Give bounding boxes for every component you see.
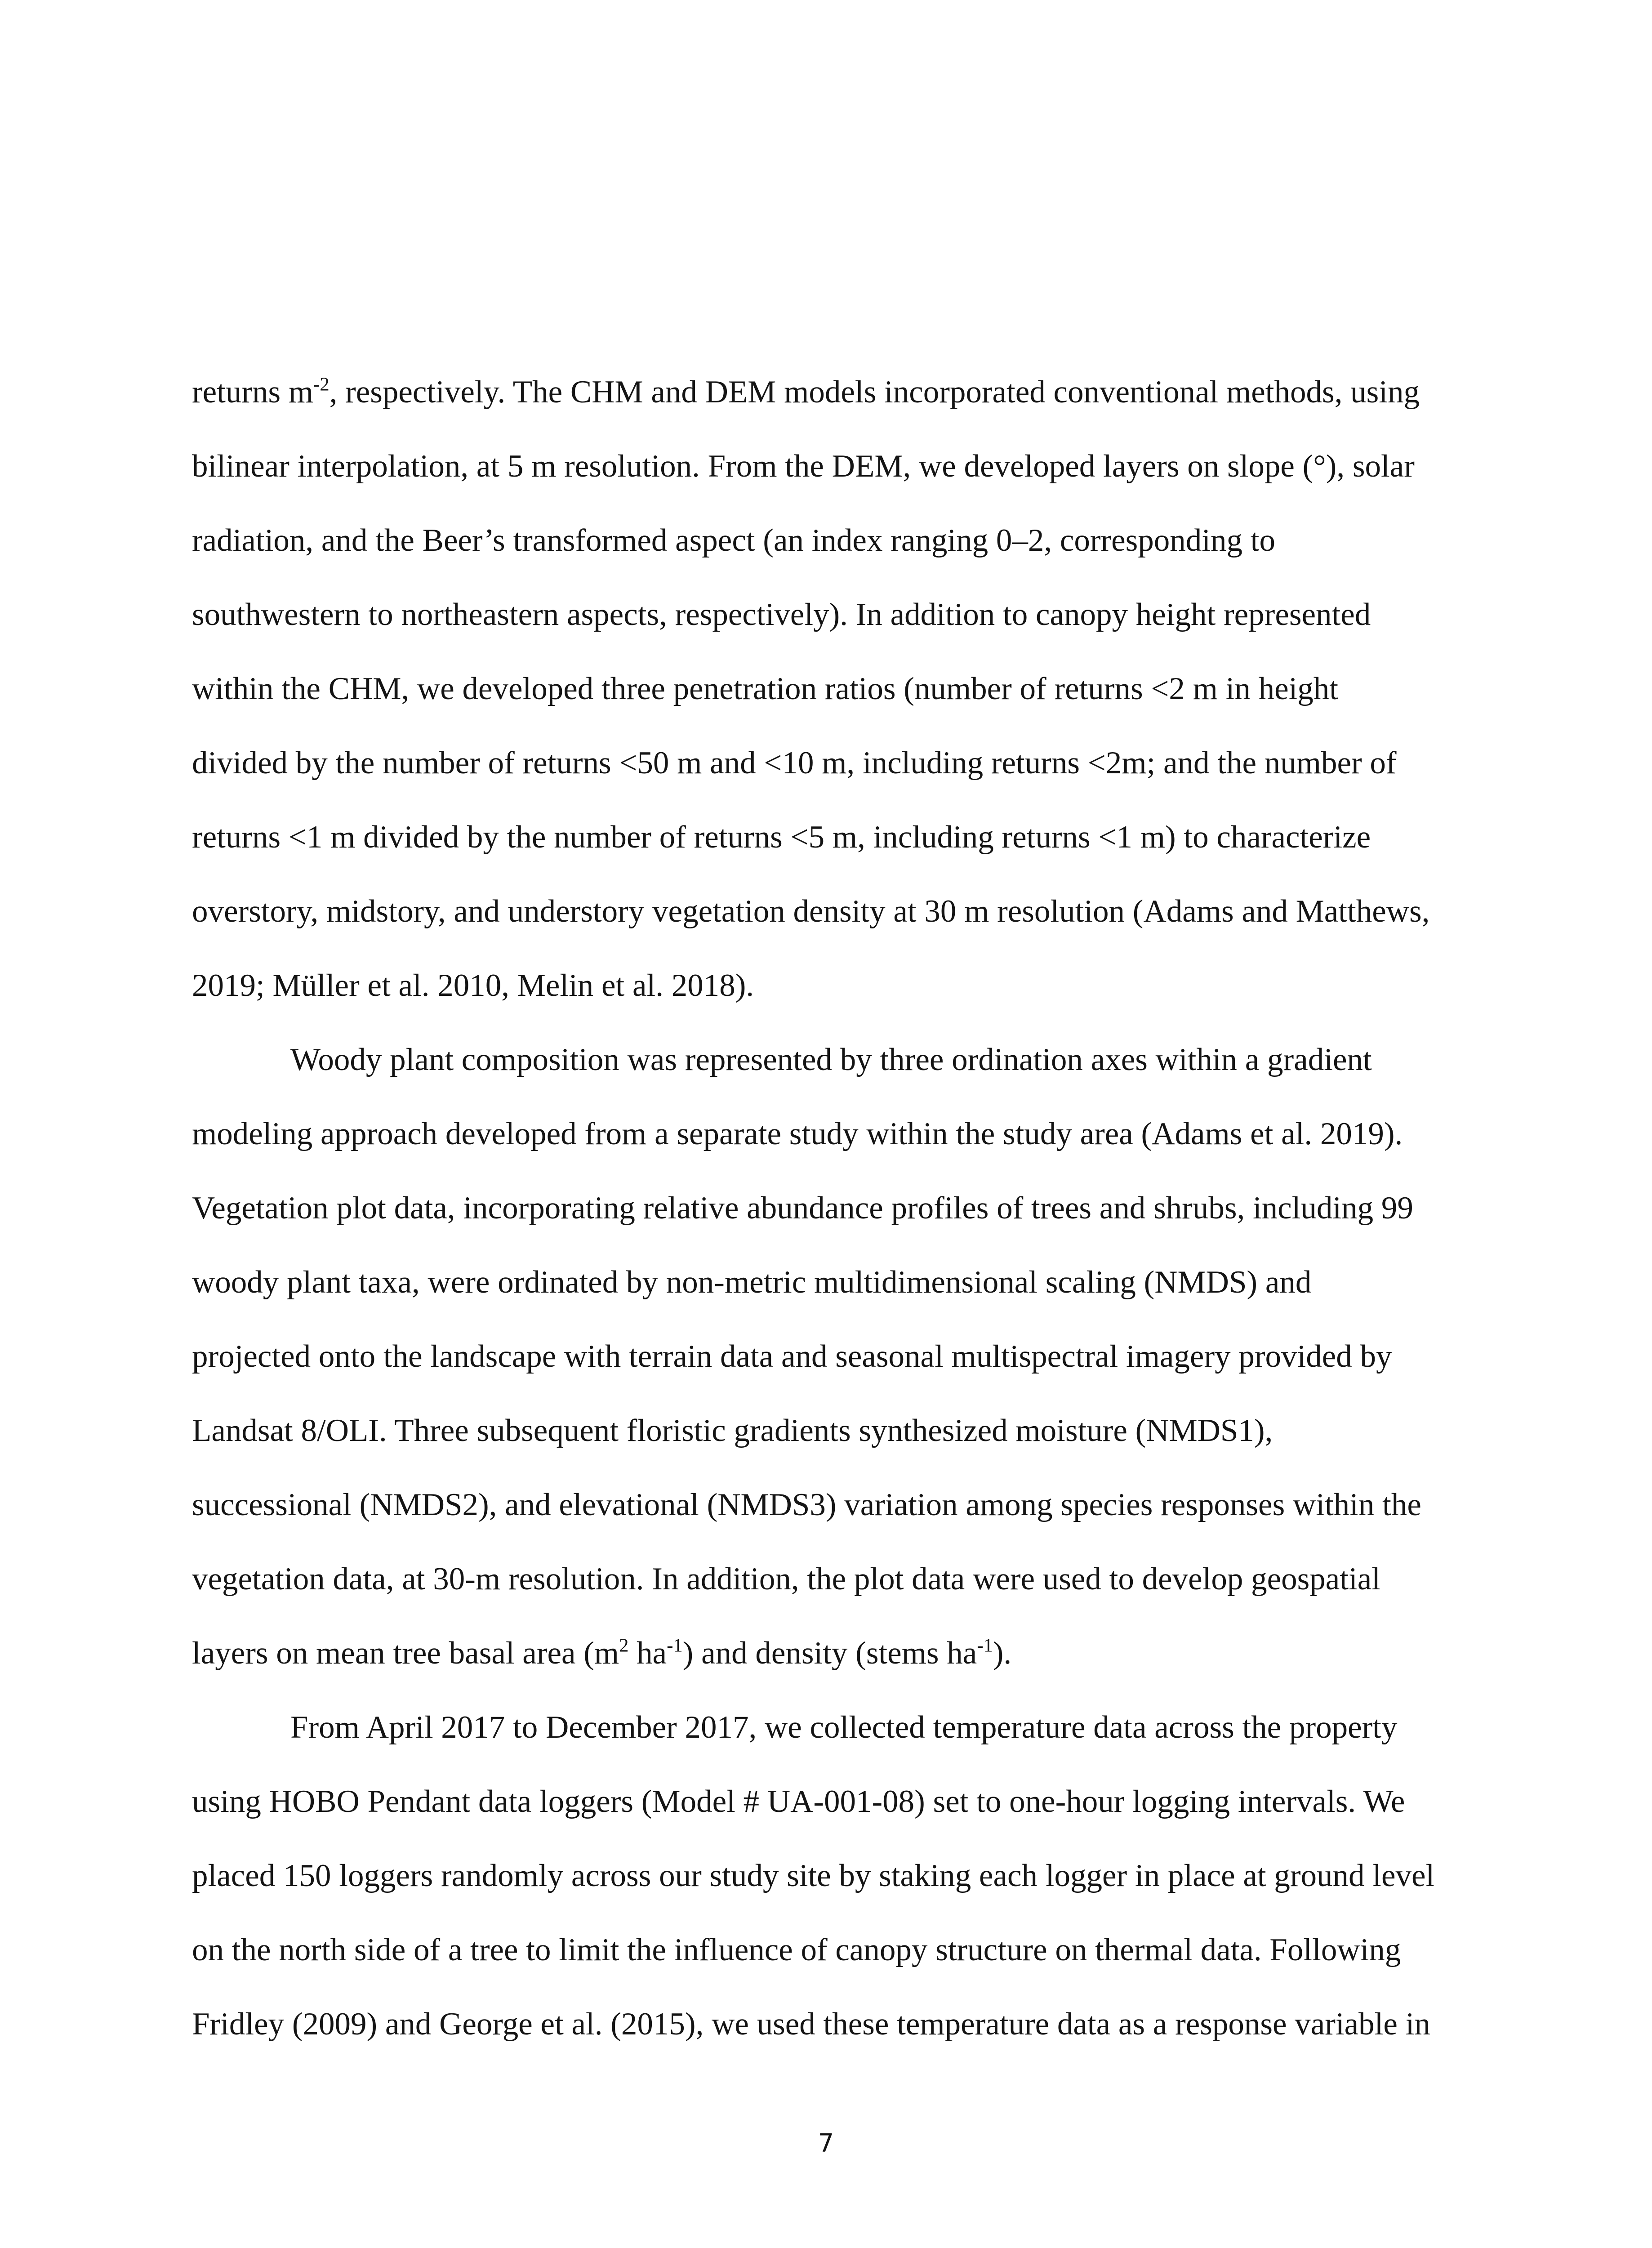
text-line (192, 1245, 1464, 1320)
superscript: -1 (667, 1635, 683, 1656)
text-line (192, 355, 1464, 429)
text-line (192, 1913, 1464, 1987)
text-line (192, 874, 1464, 949)
text-line (192, 1023, 1464, 1097)
text-run: modeling approach developed from a separate study within the study area (Adams et al. 2019). (192, 1116, 1403, 1151)
text-run: overstory, midstory, and understory vegetation density at 30 m resolution (Adams and Matthews, (192, 894, 1430, 929)
text-run: vegetation data, at 30-m resolution. In addition, the plot data were used to develop geospatial (192, 1561, 1380, 1597)
text-run: 2019; Müller et al. 2010, Melin et al. 2018). (192, 968, 754, 1003)
text-run: ha (628, 1636, 667, 1671)
text-run: ). (993, 1636, 1012, 1671)
text-run: From April 2017 to December 2017, we collected temperature data across the property (290, 1710, 1398, 1745)
text-run: southwestern to northeastern aspects, respectively). In addition to canopy height represented (192, 597, 1371, 632)
text-line (192, 1765, 1464, 1839)
text-line (192, 652, 1464, 726)
text-line (192, 1097, 1464, 1171)
text-line (192, 1394, 1464, 1468)
text-run: divided by the number of returns <50 m and <10 m, including returns <2m; and the number of (192, 745, 1397, 781)
text-line (192, 504, 1464, 578)
paragraph (192, 1690, 1464, 2061)
text-line (192, 1616, 1464, 1690)
paragraph (192, 355, 1464, 1023)
text-run: within the CHM, we developed three penetration ratios (number of returns <2 m in height (192, 671, 1339, 706)
text-run: Vegetation plot data, incorporating relative abundance profiles of trees and shrubs, including 99 (192, 1191, 1413, 1226)
text-line (192, 1987, 1464, 2061)
text-run: on the north side of a tree to limit the influence of canopy structure on thermal data. Following (192, 1932, 1401, 1967)
text-line (192, 1320, 1464, 1394)
text-line (192, 578, 1464, 652)
text-line (192, 429, 1464, 504)
text-run: returns m (192, 375, 314, 410)
paragraph (192, 1023, 1464, 1690)
page-number: 7 (818, 2129, 834, 2158)
text-run: ) and density (stems ha (682, 1636, 977, 1671)
text-run: radiation, and the Beer’s transformed aspect (an index ranging 0–2, corresponding to (192, 523, 1275, 558)
text-run: woody plant taxa, were ordinated by non-metric multidimensional scaling (NMDS) and (192, 1265, 1312, 1300)
superscript: -2 (313, 374, 330, 395)
text-run: layers on mean tree basal area (m (192, 1636, 619, 1671)
superscript: -1 (977, 1635, 993, 1656)
text-line (192, 1171, 1464, 1245)
superscript: 2 (619, 1635, 629, 1656)
text-run: using HOBO Pendant data loggers (Model # UA-001-08) set to one-hour logging intervals. We (192, 1784, 1405, 1819)
text-line (192, 726, 1464, 800)
text-line (192, 800, 1464, 874)
text-run: placed 150 loggers randomly across our study site by staking each logger in place at ground level (192, 1858, 1435, 1893)
text-line (192, 1468, 1464, 1542)
text-line (192, 1542, 1464, 1616)
text-line (192, 949, 1464, 1023)
text-run: Landsat 8/OLI. Three subsequent floristic gradients synthesized moisture (NMDS1), (192, 1413, 1273, 1448)
text-run: , respectively. The CHM and DEM models incorporated conventional methods, using (329, 375, 1420, 410)
text-run: projected onto the landscape with terrain data and seasonal multispectral imagery provided by (192, 1339, 1392, 1374)
text-run: returns <1 m divided by the number of returns <5 m, including returns <1 m) to characterize (192, 820, 1371, 855)
text-run: Fridley (2009) and George et al. (2015), we used these temperature data as a response variable in (192, 2007, 1430, 2042)
text-line (192, 1690, 1464, 1765)
body-text (192, 355, 1464, 2061)
text-line (192, 1839, 1464, 1913)
text-run: Woody plant composition was represented by three ordination axes within a gradient (290, 1042, 1372, 1077)
text-run: successional (NMDS2), and elevational (NMDS3) variation among species responses within the (192, 1487, 1421, 1522)
text-run: bilinear interpolation, at 5 m resolution. From the DEM, we developed layers on slope (°), solar (192, 449, 1415, 484)
